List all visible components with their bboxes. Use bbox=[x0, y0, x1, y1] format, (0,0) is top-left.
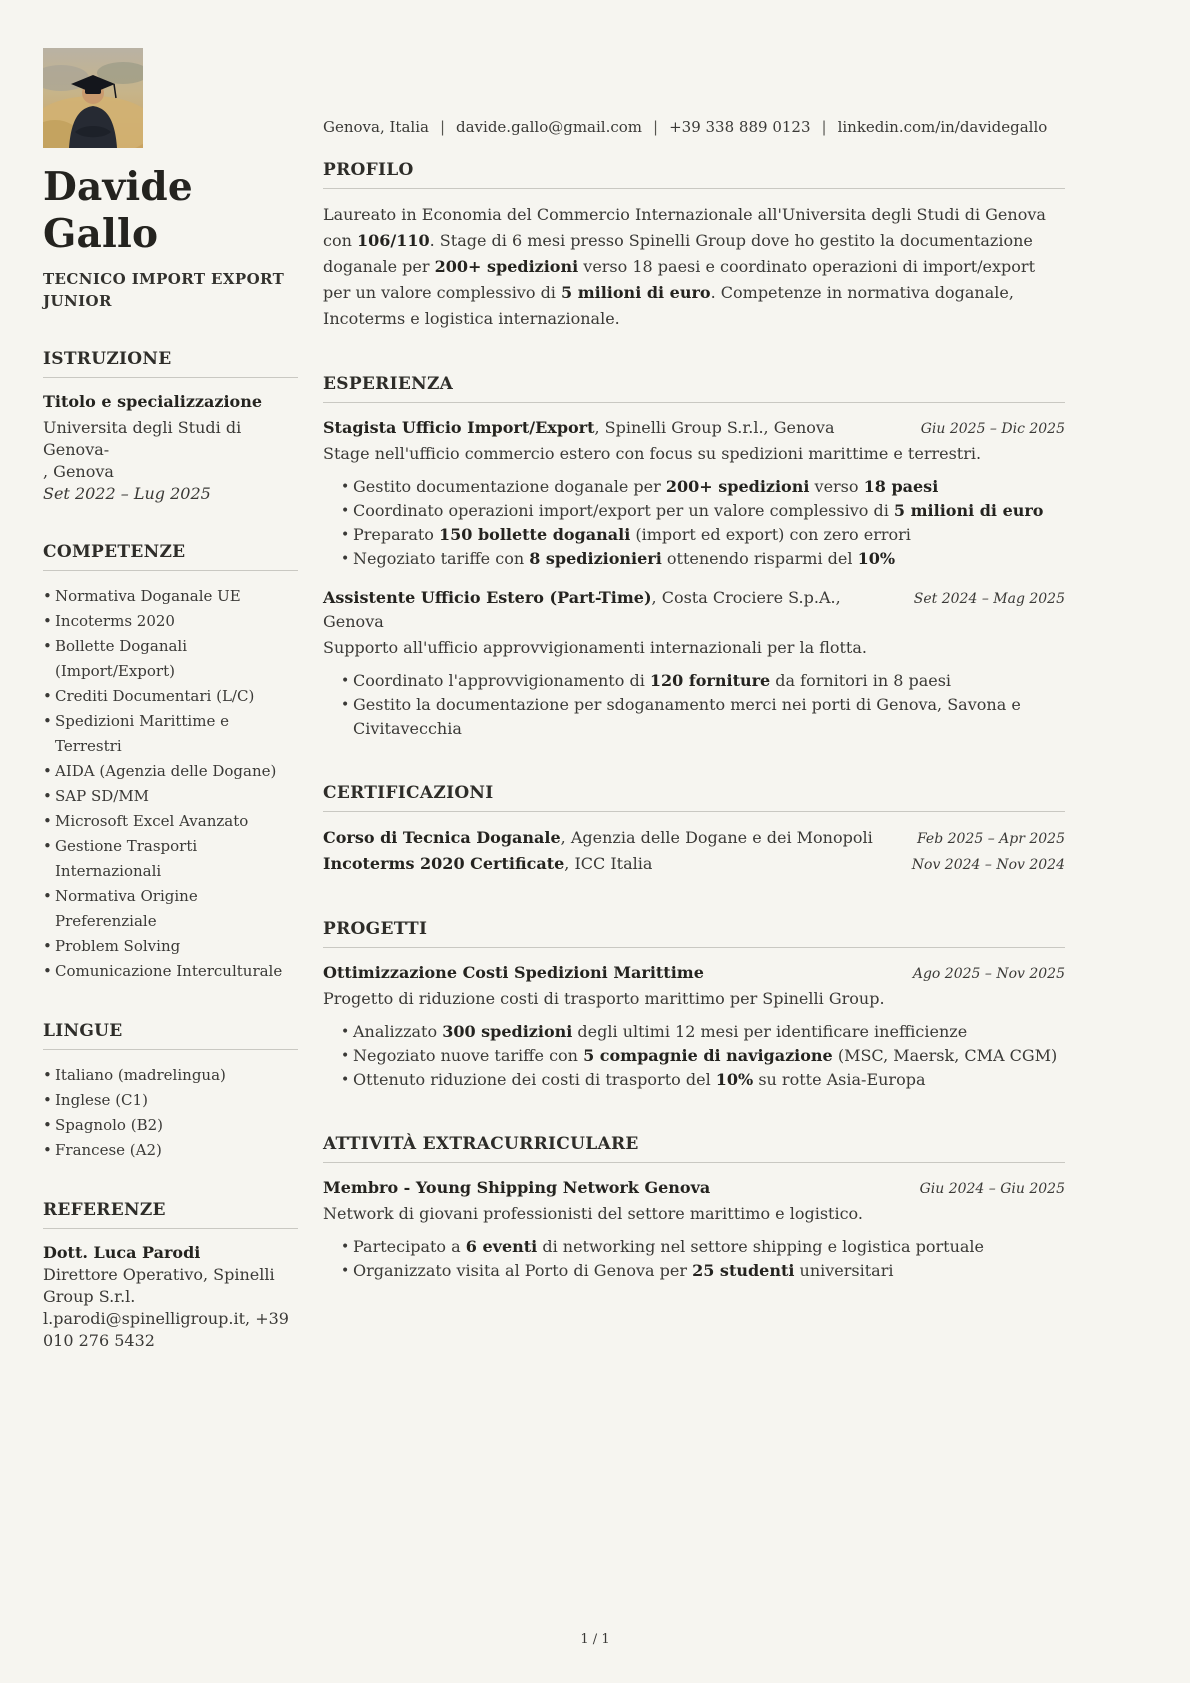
job-header bbox=[323, 416, 1065, 440]
certification-title-line bbox=[323, 851, 652, 877]
reference-role: Direttore Operativo, Spinelli Group S.r.l. bbox=[43, 1265, 275, 1306]
certification-title-line bbox=[323, 825, 873, 851]
experience-item bbox=[323, 416, 1065, 571]
job-bullet: • Negoziato tariffe con 8 spedizionieri ottenendo risparmi del 10% bbox=[323, 547, 1065, 571]
contact-email[interactable]: davide.gallo@gmail.com bbox=[456, 118, 643, 136]
main-column bbox=[323, 44, 1065, 1352]
certification-issuer: , Agenzia delle Dogane e dei Monopoli bbox=[560, 828, 873, 847]
candidate-name: Davide Gallo bbox=[43, 164, 193, 257]
activity-summary: Network di giovani professionisti del settore marittimo e logistico. bbox=[323, 1204, 863, 1223]
job-bullet: • Gestito documentazione doganale per 200+ spedizioni verso 18 paesi bbox=[323, 475, 1065, 499]
job-title-line bbox=[323, 416, 835, 440]
certification-title: Incoterms 2020 Certificate bbox=[323, 854, 565, 873]
project-bullets bbox=[323, 1020, 1065, 1092]
education-dates: Set 2022 – Lug 2025 bbox=[43, 484, 211, 503]
project-bullet: • Ottenuto riduzione dei costi di trasporto del 10% su rotte Asia-Europa bbox=[323, 1068, 1065, 1092]
skill-item: • Problem Solving bbox=[43, 934, 298, 959]
job-bullets bbox=[323, 669, 1065, 741]
activity-title-line bbox=[323, 1176, 710, 1200]
skill-item: • Incoterms 2020 bbox=[43, 609, 298, 634]
activities-heading: ATTIVITÀ EXTRACURRICULARE bbox=[323, 1134, 1065, 1163]
contact-line bbox=[323, 117, 1065, 137]
contact-linkedin[interactable]: linkedin.com/in/davidegallo bbox=[837, 118, 1048, 136]
skill-item: • Microsoft Excel Avanzato bbox=[43, 809, 298, 834]
contact-separator: | bbox=[821, 118, 827, 136]
skills-list bbox=[43, 584, 298, 984]
project-title-line bbox=[323, 961, 704, 985]
certifications-section bbox=[323, 783, 1065, 877]
sidebar bbox=[43, 44, 298, 1352]
references-heading: REFERENZE bbox=[43, 1200, 298, 1229]
job-title: Stagista Ufficio Import/Export bbox=[323, 418, 595, 437]
contact-phone[interactable]: +39 338 889 0123 bbox=[669, 118, 811, 136]
activity-bullet: • Organizzato visita al Porto di Genova per 25 studenti universitari bbox=[323, 1259, 1065, 1283]
certification-item bbox=[323, 825, 1065, 851]
profile-heading: PROFILO bbox=[323, 160, 1065, 189]
project-dates: Ago 2025 – Nov 2025 bbox=[912, 966, 1065, 982]
activity-item bbox=[323, 1176, 1065, 1283]
project-title: Ottimizzazione Costi Spedizioni Marittime bbox=[323, 963, 704, 982]
project-header bbox=[323, 961, 1065, 985]
language-item: • Spagnolo (B2) bbox=[43, 1113, 298, 1138]
activity-title: Membro - Young Shipping Network Genova bbox=[323, 1178, 711, 1197]
certification-dates: Nov 2024 – Nov 2024 bbox=[911, 857, 1065, 873]
skill-item: • Normativa Origine Preferenziale bbox=[43, 884, 298, 934]
skill-item: • AIDA (Agenzia delle Dogane) bbox=[43, 759, 298, 784]
contact-separator: | bbox=[439, 118, 445, 136]
skill-item: • SAP SD/MM bbox=[43, 784, 298, 809]
certification-title: Corso di Tecnica Doganale bbox=[323, 828, 561, 847]
job-bullet: • Coordinato operazioni import/export per un valore complessivo di 5 milioni di euro bbox=[323, 499, 1065, 523]
languages-list bbox=[43, 1063, 298, 1163]
contact-location: Genova, Italia bbox=[323, 118, 429, 136]
project-item bbox=[323, 961, 1065, 1092]
job-company: , Costa Crociere S.p.A., Genova bbox=[323, 588, 841, 631]
languages-section bbox=[43, 1021, 298, 1163]
education-degree: Titolo e specializzazione bbox=[43, 392, 263, 411]
project-summary: Progetto di riduzione costi di trasporto marittimo per Spinelli Group. bbox=[323, 989, 885, 1008]
language-item: • Inglese (C1) bbox=[43, 1088, 298, 1113]
skills-heading: COMPETENZE bbox=[43, 542, 298, 571]
skill-item: • Gestione Trasporti Internazionali bbox=[43, 834, 298, 884]
job-title: Assistente Ufficio Estero (Part-Time) bbox=[323, 588, 652, 607]
skill-item: • Spedizioni Marittime e Terrestri bbox=[43, 709, 298, 759]
profile-section bbox=[323, 160, 1065, 332]
references-section bbox=[43, 1200, 298, 1352]
job-bullet: • Coordinato l'approvvigionamento di 120 forniture da fornitori in 8 paesi bbox=[323, 669, 1065, 693]
education-school: Universita degli Studi di Genova- bbox=[43, 418, 242, 459]
candidate-title: TECNICO IMPORT EXPORT JUNIOR bbox=[43, 270, 285, 310]
skills-section bbox=[43, 542, 298, 984]
experience-item bbox=[323, 586, 1065, 741]
job-summary: Supporto all'ufficio approvvigionamenti internazionali per la flotta. bbox=[323, 638, 867, 657]
job-bullet: • Preparato 150 bollette doganali (import ed export) con zero errori bbox=[323, 523, 1065, 547]
skill-item: • Comunicazione Interculturale bbox=[43, 959, 298, 984]
job-bullets bbox=[323, 475, 1065, 571]
activities-section bbox=[323, 1134, 1065, 1283]
activity-dates: Giu 2024 – Giu 2025 bbox=[919, 1181, 1065, 1197]
skill-item: • Bollette Doganali (Import/Export) bbox=[43, 634, 298, 684]
reference-contact[interactable]: l.parodi@spinelligroup.it, +39 010 276 5432 bbox=[43, 1309, 289, 1350]
job-title-line bbox=[323, 586, 896, 634]
certification-dates: Feb 2025 – Apr 2025 bbox=[916, 831, 1065, 847]
job-dates: Set 2024 – Mag 2025 bbox=[913, 591, 1065, 607]
reference-name: Dott. Luca Parodi bbox=[43, 1243, 201, 1262]
education-heading: ISTRUZIONE bbox=[43, 349, 298, 378]
job-summary: Stage nell'ufficio commercio estero con focus su spedizioni marittime e terrestri. bbox=[323, 444, 982, 463]
contact-separator: | bbox=[653, 118, 659, 136]
languages-heading: LINGUE bbox=[43, 1021, 298, 1050]
profile-text: Laureato in Economia del Commercio Internazionale all'Universita degli Studi di Genova con 106/110. Stage di 6 mesi presso Spinelli Group dove ho gestito la documentazione doganale per 200+ spedizioni verso 18 paesi e coordinato operazioni di import/export per un valore complessivo di 5 milioni di euro. Competenze in normativa doganale, Incoterms e logistica internazionale. bbox=[323, 205, 1046, 328]
activity-header bbox=[323, 1176, 1065, 1200]
job-bullet: • Gestito la documentazione per sdoganamento merci nei porti di Genova, Savona e Civitavecchia bbox=[323, 693, 1065, 741]
activity-bullets bbox=[323, 1235, 1065, 1283]
education-section bbox=[43, 349, 298, 505]
language-item: • Francese (A2) bbox=[43, 1138, 298, 1163]
experience-heading: ESPERIENZA bbox=[323, 374, 1065, 403]
project-bullet: • Negoziato nuove tariffe con 5 compagnie di navigazione (MSC, Maersk, CMA CGM) bbox=[323, 1044, 1065, 1068]
profile-photo bbox=[43, 48, 143, 148]
skill-item: • Normativa Doganale UE bbox=[43, 584, 298, 609]
language-item: • Italiano (madrelingua) bbox=[43, 1063, 298, 1088]
projects-section bbox=[323, 919, 1065, 1092]
certification-issuer: , ICC Italia bbox=[564, 854, 653, 873]
certification-item bbox=[323, 851, 1065, 877]
job-header bbox=[323, 586, 1065, 634]
certifications-heading: CERTIFICAZIONI bbox=[323, 783, 1065, 812]
page-number: 1 / 1 bbox=[580, 1632, 610, 1647]
activity-bullet: • Partecipato a 6 eventi di networking nel settore shipping e logistica portuale bbox=[323, 1235, 1065, 1259]
job-company: , Spinelli Group S.r.l., Genova bbox=[594, 418, 835, 437]
job-dates: Giu 2025 – Dic 2025 bbox=[920, 421, 1065, 437]
graduation-portrait-graphic bbox=[43, 48, 143, 148]
projects-heading: PROGETTI bbox=[323, 919, 1065, 948]
project-bullet: • Analizzato 300 spedizioni degli ultimi 12 mesi per identificare inefficienze bbox=[323, 1020, 1065, 1044]
education-school-location: , Genova bbox=[43, 462, 114, 481]
experience-section bbox=[323, 374, 1065, 741]
skill-item: • Crediti Documentari (L/C) bbox=[43, 684, 298, 709]
